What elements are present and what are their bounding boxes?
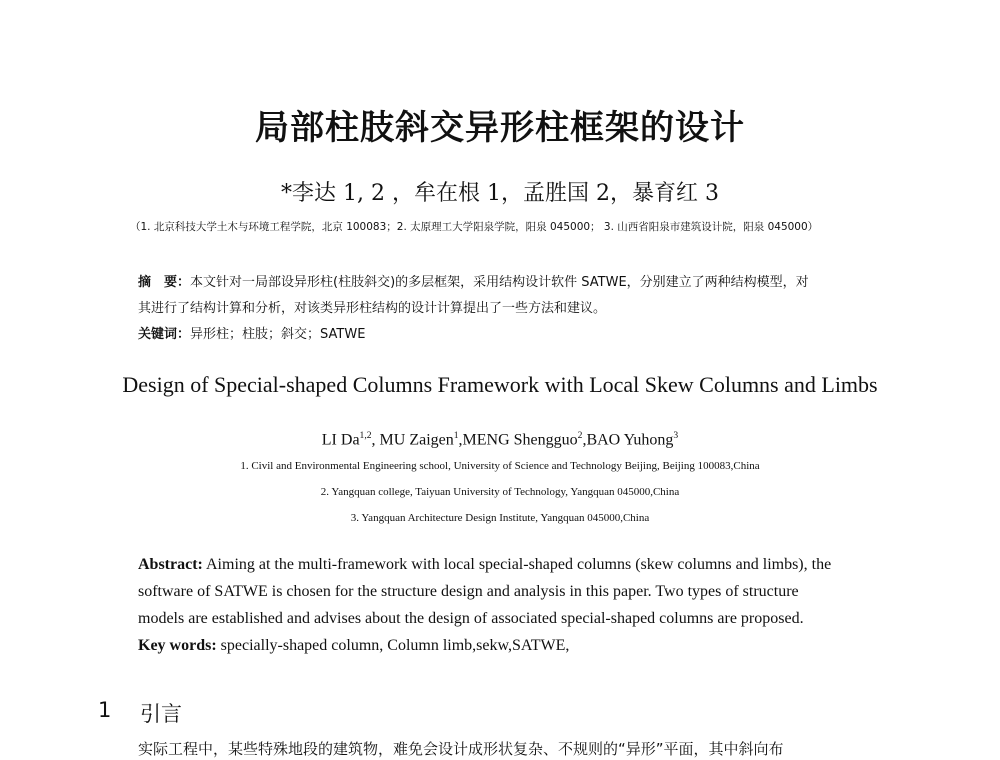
abstract-cn-line1 [138, 271, 809, 290]
keywords-en-text: specially-shaped column, Column limb,sekw,SATWE, [216, 637, 570, 654]
abstract-en-label: Abstract: [138, 556, 203, 573]
abstract-en-text-3: models are established and advises about the design of associated special-shaped columns are proposed. [138, 610, 804, 627]
body-text-line-1: 实际工程中，某些特殊地段的建筑物，难免会设计成形状复杂、不规则的“异形”平面，其中斜向布 [138, 740, 784, 758]
paper-title-en: Design of Special-shaped Columns Framework with Local Skew Columns and Limbs [122, 372, 878, 397]
author-en-4-sup: 3 [673, 430, 679, 441]
author-en-1: LI Da [321, 431, 360, 449]
affiliation-en-3: 3. Yangquan Architecture Design Institute, Yangquan 045000,China [350, 512, 650, 524]
author-en-3-sup: 2 [577, 430, 583, 441]
author-en-3: ,MENG Shengguo [458, 431, 578, 449]
keywords-cn [138, 323, 365, 342]
author-en-2-sup: 1 [453, 430, 459, 441]
authors-cn: *李达 1, 2 ，牟在根 1，孟胜国 2，暴育红 3 [281, 181, 719, 206]
keywords-cn-text: 异形柱；柱肢；斜交；SATWE [190, 327, 366, 342]
author-en-1-sup: 1,2 [359, 430, 372, 441]
abstract-cn-text-1: 本文针对一局部设异形柱(柱肢斜交)的多层框架，采用结构设计软件 SATWE，分别建立了两种结构模型，对 [190, 275, 809, 290]
keywords-en [138, 637, 569, 655]
abstract-en-text-2: software of SATWE is chosen for the structure design and analysis in this paper. Two types of structure [138, 583, 799, 600]
section-1-number: 1 [98, 698, 112, 722]
author-en-4: ,BAO Yuhong [582, 431, 674, 449]
keywords-cn-label: 关键词： [138, 327, 191, 342]
paper-title-cn: 局部柱肢斜交异形柱框架的设计 [255, 108, 745, 148]
affiliation-en-1: 1. Civil and Environmental Engineering school, University of Science and Technology Beijing, Beijing 100083,China [240, 460, 760, 472]
abstract-cn-text-2: 其进行了结构计算和分析，对该类异形柱结构的设计计算提出了一些方法和建议。 [138, 301, 607, 316]
abstract-en-line1 [138, 556, 831, 574]
affiliation-en-2: 2. Yangquan college, Taiyuan University of Technology, Yangquan 045000,China [320, 486, 680, 498]
authors-en [0, 430, 1000, 449]
author-en-2: , MU Zaigen [371, 431, 454, 449]
affiliations-cn: （1. 北京科技大学土木与环境工程学院，北京 100083；2. 太原理工大学阳泉学院，阳泉 045000； 3. 山西省阳泉市建筑设计院，阳泉 045000） [130, 221, 819, 233]
section-1-title: 引言 [140, 702, 182, 726]
abstract-en-text-1: Aiming at the multi-framework with local special-shaped columns (skew columns and limbs), the [202, 556, 832, 573]
keywords-en-label: Key words: [138, 637, 217, 654]
abstract-cn-label: 摘 要： [138, 275, 191, 290]
